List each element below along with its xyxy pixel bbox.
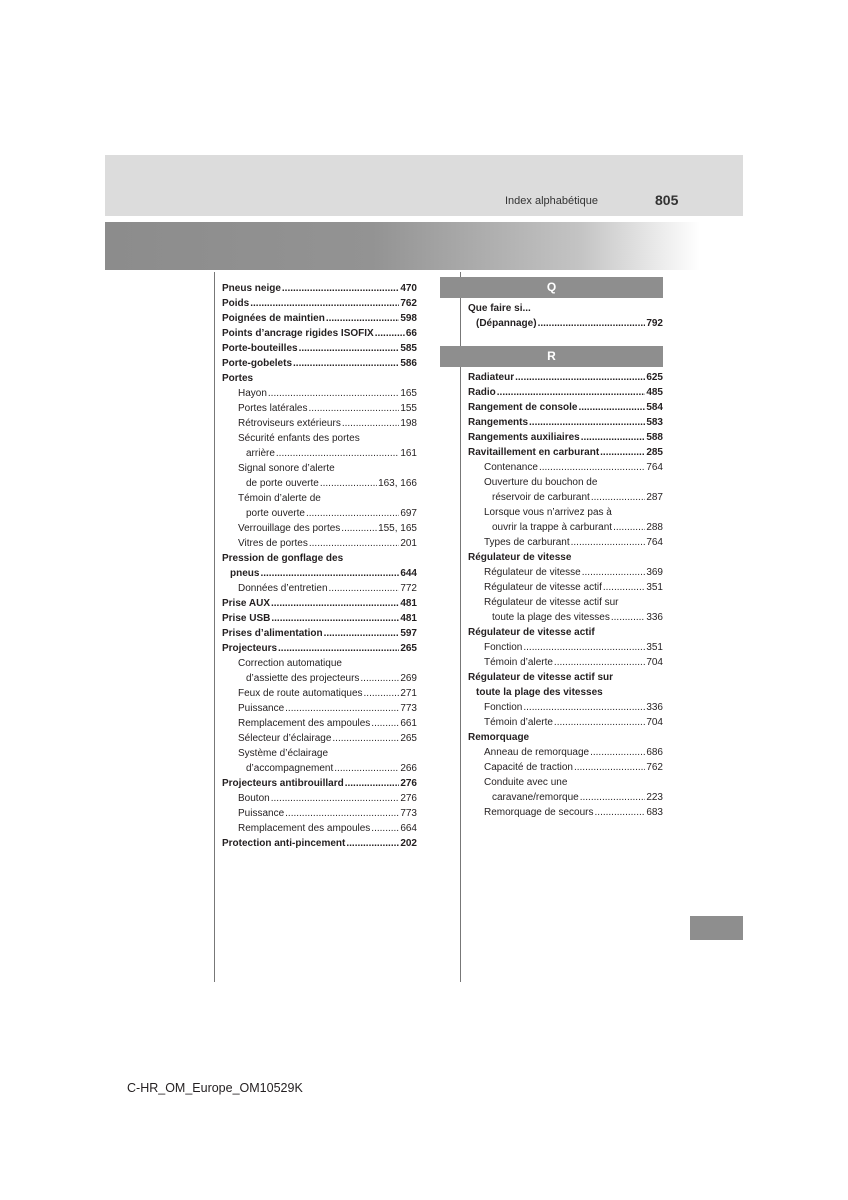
dot-leader	[364, 686, 400, 701]
entry-page-ref[interactable]: 223	[646, 792, 663, 803]
entry-term: Puissance	[238, 808, 285, 819]
entry-term: d’assiette des projecteurs	[246, 673, 360, 684]
index-entry	[222, 356, 417, 371]
index-entry	[468, 715, 663, 730]
index-entry	[468, 490, 663, 505]
entry-term: d’accompagnement	[246, 763, 334, 774]
index-entry	[222, 626, 417, 641]
dot-leader	[341, 521, 377, 536]
index-entry	[468, 655, 663, 670]
dot-leader	[580, 790, 646, 805]
dot-leader	[538, 316, 646, 331]
entry-term: toute la plage des vitesses	[476, 687, 603, 698]
index-entry	[222, 671, 417, 686]
entry-term: Rangements auxiliaires	[468, 432, 580, 443]
entry-term: Témoin d’alerte	[484, 657, 553, 668]
index-entry	[222, 836, 417, 851]
dot-leader	[334, 761, 399, 776]
index-entry	[468, 400, 663, 415]
dot-leader	[326, 311, 400, 326]
index-entry	[222, 491, 417, 506]
entry-term: Régulateur de vitesse	[468, 552, 572, 563]
entry-page-ref[interactable]: 644	[400, 568, 417, 579]
index-entry	[468, 580, 663, 595]
entry-page-ref[interactable]: 470	[400, 283, 417, 294]
index-entry	[468, 685, 663, 700]
dot-leader	[523, 640, 645, 655]
entry-term: Anneau de remorquage	[484, 747, 590, 758]
entry-page-ref[interactable]: 369	[646, 567, 663, 578]
index-entry	[222, 821, 417, 836]
entry-term: Bouton	[238, 793, 270, 804]
index-entry	[468, 505, 663, 520]
dot-leader	[306, 506, 399, 521]
index-entry	[468, 730, 663, 745]
section-thumb-tab	[690, 916, 743, 940]
entry-page-ref[interactable]: 485	[646, 387, 663, 398]
entry-page-ref[interactable]: 661	[400, 718, 417, 729]
entry-page-ref[interactable]: 66	[405, 328, 417, 339]
index-column-left	[222, 281, 417, 851]
entry-term: Fonction	[484, 642, 523, 653]
index-entry	[222, 761, 417, 776]
dot-leader	[345, 776, 400, 791]
index-entry	[222, 596, 417, 611]
dot-leader	[271, 611, 399, 626]
entry-page-ref[interactable]: 276	[400, 778, 417, 789]
entry-term: Capacité de traction	[484, 762, 573, 773]
index-entry	[468, 550, 663, 565]
entry-page-ref[interactable]: 165	[400, 388, 417, 399]
entry-term: Régulateur de vitesse	[484, 567, 581, 578]
dot-leader	[371, 821, 399, 836]
section-header: Q	[440, 277, 663, 298]
dot-leader	[268, 386, 399, 401]
entry-term: Portes latérales	[238, 403, 308, 414]
entry-page-ref[interactable]: 351	[646, 642, 663, 653]
entry-page-ref[interactable]: 704	[646, 717, 663, 728]
index-entry	[222, 731, 417, 746]
entry-term: porte ouverte	[246, 508, 305, 519]
entry-term: Poignées de maintien	[222, 313, 325, 324]
entry-page-ref[interactable]: 276	[400, 793, 417, 804]
entry-term: Prise AUX	[222, 598, 270, 609]
dot-leader	[285, 806, 399, 821]
entry-term: arrière	[246, 448, 275, 459]
entry-term: Régulateur de vitesse actif	[484, 582, 602, 593]
index-entry	[222, 341, 417, 356]
dot-leader	[285, 701, 399, 716]
entry-term: Sélecteur d’éclairage	[238, 733, 332, 744]
entry-term: Protection anti-pincement	[222, 838, 346, 849]
dot-leader	[346, 836, 399, 851]
entry-page-ref[interactable]: 583	[646, 417, 663, 428]
entry-page-ref[interactable]: 481	[400, 598, 417, 609]
dot-leader	[603, 580, 645, 595]
entry-page-ref[interactable]: 584	[646, 402, 663, 413]
dot-leader	[497, 385, 646, 400]
entry-term: Points d’ancrage rigides ISOFIX	[222, 328, 374, 339]
index-entry	[468, 301, 663, 316]
entry-page-ref[interactable]: 351	[646, 582, 663, 593]
index-entry	[468, 610, 663, 625]
entry-term: Régulateur de vitesse actif sur	[484, 597, 619, 608]
entry-term: Prises d’alimentation	[222, 628, 323, 639]
dot-leader	[282, 281, 399, 296]
dot-leader	[574, 760, 645, 775]
entry-term: Lorsque vous n’arrivez pas à	[484, 507, 612, 518]
entry-term: Données d’entretien	[238, 583, 328, 594]
index-entry	[222, 386, 417, 401]
entry-page-ref[interactable]: 201	[400, 538, 417, 549]
document-code: C-HR_OM_Europe_OM10529K	[127, 1081, 303, 1095]
index-entry	[222, 506, 417, 521]
entry-page-ref[interactable]: 686	[646, 747, 663, 758]
index-entry	[222, 641, 417, 656]
entry-page-ref[interactable]: 586	[400, 358, 417, 369]
entry-term: Contenance	[484, 462, 538, 473]
index-entry	[468, 745, 663, 760]
entry-term: Pneus neige	[222, 283, 281, 294]
index-entry	[468, 790, 663, 805]
index-entry	[222, 581, 417, 596]
section-gap	[468, 331, 663, 341]
index-entry	[222, 296, 417, 311]
index-entry	[222, 701, 417, 716]
entry-page-ref[interactable]: 697	[400, 508, 417, 519]
dot-leader	[595, 805, 646, 820]
entry-term: Fonction	[484, 702, 523, 713]
page-title: Index alphabétique	[505, 195, 598, 207]
entry-term: Vitres de portes	[238, 538, 308, 549]
entry-term: (Dépannage)	[476, 318, 537, 329]
dot-leader	[600, 445, 645, 460]
index-entry	[222, 536, 417, 551]
entry-page-ref[interactable]: 772	[400, 583, 417, 594]
entry-term: Feux de route automatiques	[238, 688, 363, 699]
entry-term: Projecteurs antibrouillard	[222, 778, 344, 789]
dot-leader	[308, 401, 399, 416]
index-entry	[468, 760, 663, 775]
entry-term: Conduite avec une	[484, 777, 568, 788]
index-entry	[468, 700, 663, 715]
left-column-rule	[214, 272, 215, 982]
dot-leader	[578, 400, 645, 415]
dot-leader	[611, 610, 645, 625]
dot-leader	[613, 520, 645, 535]
entry-term: Pression de gonflage des	[222, 553, 344, 564]
entry-term: Types de carburant	[484, 537, 570, 548]
index-entry	[468, 445, 663, 460]
index-entry	[222, 806, 417, 821]
entry-page-ref[interactable]: 704	[646, 657, 663, 668]
index-entry	[222, 401, 417, 416]
dot-leader	[271, 791, 400, 806]
entry-term: Ouverture du bouchon de	[484, 477, 598, 488]
index-entry	[222, 686, 417, 701]
entry-term: Remplacement des ampoules	[238, 718, 371, 729]
index-entry	[468, 316, 663, 331]
entry-term: Verrouillage des portes	[238, 523, 341, 534]
entry-term: Rétroviseurs extérieurs	[238, 418, 341, 429]
index-entry	[468, 370, 663, 385]
entry-term: Sécurité enfants des portes	[238, 433, 360, 444]
entry-term: Régulateur de vitesse actif sur	[468, 672, 614, 683]
entry-term: Rangement de console	[468, 402, 578, 413]
index-entry	[222, 776, 417, 791]
entry-page-ref[interactable]: 266	[400, 763, 417, 774]
index-entry	[222, 446, 417, 461]
dot-leader	[360, 671, 399, 686]
entry-term: Portes	[222, 373, 254, 384]
entry-page-ref[interactable]: 202	[400, 838, 417, 849]
dot-leader	[590, 745, 645, 760]
index-entry	[468, 475, 663, 490]
dot-leader	[332, 731, 399, 746]
entry-page-ref[interactable]: 762	[646, 762, 663, 773]
dot-leader	[554, 655, 645, 670]
entry-term: Puissance	[238, 703, 285, 714]
entry-page-ref[interactable]: 287	[646, 492, 663, 503]
dot-leader	[539, 460, 645, 475]
entry-page-ref[interactable]: 161	[400, 448, 417, 459]
entry-term: Hayon	[238, 388, 267, 399]
entry-term: Signal sonore d’alerte	[238, 463, 335, 474]
index-entry	[468, 625, 663, 640]
entry-term: Régulateur de vitesse actif	[468, 627, 595, 638]
entry-page-ref[interactable]: 285	[646, 447, 663, 458]
index-entry	[222, 326, 417, 341]
entry-term: réservoir de carburant	[492, 492, 590, 503]
dot-leader	[260, 566, 399, 581]
dot-leader	[581, 430, 646, 445]
entry-page-ref[interactable]: 269	[400, 673, 417, 684]
entry-page-ref[interactable]: 155	[400, 403, 417, 414]
entry-term: Radiateur	[468, 372, 515, 383]
dot-leader	[278, 641, 399, 656]
entry-term: Correction automatique	[238, 658, 342, 669]
dot-leader	[329, 581, 400, 596]
index-entry	[468, 640, 663, 655]
entry-term: Prise USB	[222, 613, 271, 624]
dot-leader	[309, 536, 399, 551]
index-entry	[222, 746, 417, 761]
index-entry	[468, 415, 663, 430]
index-entry	[468, 670, 663, 685]
entry-term: Remorquage de secours	[484, 807, 594, 818]
entry-page-ref[interactable]: 271	[400, 688, 417, 699]
entry-page-ref[interactable]: 664	[400, 823, 417, 834]
index-entry	[468, 385, 663, 400]
entry-page-ref[interactable]: 481	[400, 613, 417, 624]
index-entry	[222, 431, 417, 446]
dot-leader	[371, 716, 399, 731]
index-entry	[222, 281, 417, 296]
index-column-right	[468, 272, 663, 820]
entry-term: Témoin d’alerte de	[238, 493, 321, 504]
index-entry	[222, 461, 417, 476]
dot-leader	[529, 415, 645, 430]
entry-term: ouvrir la trappe à carburant	[492, 522, 613, 533]
entry-term: Système d’éclairage	[238, 748, 329, 759]
entry-term: Porte-gobelets	[222, 358, 293, 369]
entry-page-ref[interactable]: 163, 166	[378, 478, 417, 489]
index-entry	[222, 476, 417, 491]
entry-page-ref[interactable]: 198	[400, 418, 417, 429]
dot-leader	[299, 341, 400, 356]
entry-page-ref[interactable]: 764	[646, 462, 663, 473]
index-entry	[468, 535, 663, 550]
index-entry	[468, 520, 663, 535]
section-header: R	[440, 346, 663, 367]
dot-leader	[271, 596, 399, 611]
entry-term: Que faire si...	[468, 303, 531, 314]
entry-term: Remorquage	[468, 732, 530, 743]
entry-page-ref[interactable]: 597	[400, 628, 417, 639]
index-entry	[222, 566, 417, 581]
dot-leader	[582, 565, 646, 580]
dot-leader	[375, 326, 405, 341]
dot-leader	[324, 626, 400, 641]
entry-page-ref[interactable]: 336	[646, 702, 663, 713]
entry-term: Ravitaillement en carburant	[468, 447, 600, 458]
index-entry	[468, 805, 663, 820]
entry-term: Porte-bouteilles	[222, 343, 298, 354]
entry-page-ref[interactable]: 288	[646, 522, 663, 533]
dot-leader	[523, 700, 645, 715]
entry-term: Radio	[468, 387, 496, 398]
entry-page-ref[interactable]: 683	[646, 807, 663, 818]
entry-page-ref[interactable]: 598	[400, 313, 417, 324]
entry-term: Poids	[222, 298, 250, 309]
index-entry	[222, 521, 417, 536]
entry-page-ref[interactable]: 764	[646, 537, 663, 548]
index-entry	[222, 791, 417, 806]
entry-page-ref[interactable]: 336	[646, 612, 663, 623]
header-gradient-band	[105, 222, 700, 270]
entry-term: Projecteurs	[222, 643, 278, 654]
entry-term: Témoin d’alerte	[484, 717, 553, 728]
entry-page-ref[interactable]: 265	[400, 733, 417, 744]
index-entry	[222, 551, 417, 566]
dot-leader	[320, 476, 377, 491]
dot-leader	[276, 446, 399, 461]
dot-leader	[293, 356, 399, 371]
entry-page-ref[interactable]: 265	[400, 643, 417, 654]
entry-page-ref[interactable]: 585	[400, 343, 417, 354]
index-entry	[222, 416, 417, 431]
entry-page-ref[interactable]: 773	[400, 703, 417, 714]
entry-term: caravane/remorque	[492, 792, 579, 803]
dot-leader	[571, 535, 646, 550]
entry-term: Remplacement des ampoules	[238, 823, 371, 834]
entry-term: toute la plage des vitesses	[492, 612, 610, 623]
index-entry	[222, 611, 417, 626]
entry-page-ref[interactable]: 625	[646, 372, 663, 383]
entry-page-ref[interactable]: 588	[646, 432, 663, 443]
header-bar	[105, 155, 743, 216]
dot-leader	[591, 490, 645, 505]
index-entry	[468, 430, 663, 445]
dot-leader	[554, 715, 645, 730]
middle-column-rule	[460, 272, 461, 982]
entry-term: pneus	[230, 568, 260, 579]
entry-page-ref[interactable]: 762	[400, 298, 417, 309]
index-entry	[222, 311, 417, 326]
dot-leader	[250, 296, 399, 311]
index-entry	[468, 565, 663, 580]
index-entry	[222, 656, 417, 671]
entry-term: de porte ouverte	[246, 478, 319, 489]
entry-page-ref[interactable]: 155, 165	[378, 523, 417, 534]
dot-leader	[342, 416, 400, 431]
entry-term: Rangements	[468, 417, 529, 428]
index-entry	[222, 371, 417, 386]
index-entry	[468, 775, 663, 790]
entry-page-ref[interactable]: 773	[400, 808, 417, 819]
index-entry	[468, 595, 663, 610]
index-entry	[222, 716, 417, 731]
dot-leader	[515, 370, 645, 385]
page-number: 805	[655, 192, 679, 208]
entry-page-ref[interactable]: 792	[646, 318, 663, 329]
index-entry	[468, 460, 663, 475]
